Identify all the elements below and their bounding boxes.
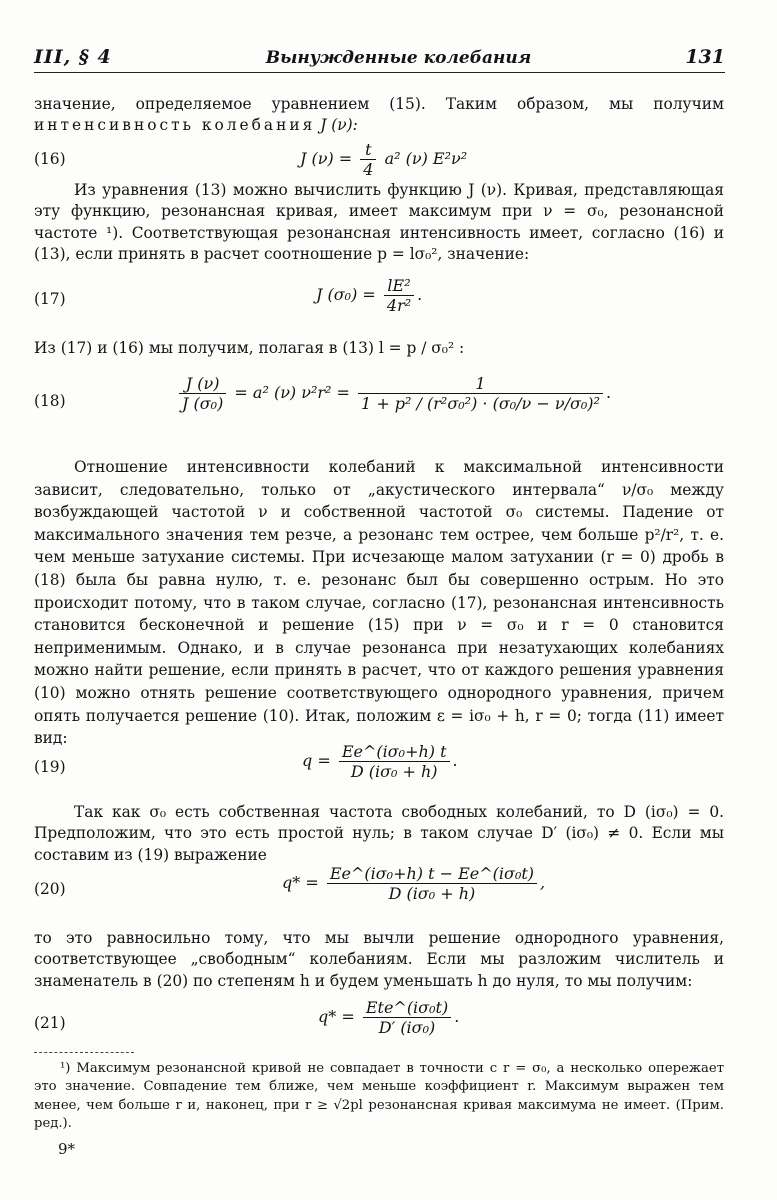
- eq19-num: Ee^(iσ₀+h) t: [341, 742, 447, 761]
- paragraph-6: то это равносильно тому, что мы вычли решение однородного уравнения, соответствующее „свободным“ колебаниям. Если мы разложим числитель и знаменатель в (20) по степеням h и будем уменьшать h до нуля, то мы получим:: [34, 929, 724, 990]
- footnote-rule: [34, 1052, 134, 1053]
- chapter-title: Вынужденные колебания: [265, 48, 532, 68]
- eq20-den: D (iσ₀ + h): [327, 883, 537, 903]
- eq21-num: Ete^(iσ₀t): [365, 998, 449, 1017]
- equation-number-18: (18): [34, 392, 66, 410]
- printer-signature: 9*: [58, 1140, 76, 1158]
- eq19-den: D (iσ₀ + h): [339, 761, 450, 781]
- eq17-fraction: [384, 276, 414, 315]
- equation-19: q = $\frac{\text{Ee\textasciicircum{}(iσ₀+h) t}}{\text{D (iσ₀ + h)}}$ .: [302, 742, 458, 781]
- equation-number-21: (21): [34, 1014, 66, 1032]
- eq21-den: D′ (iσ₀): [363, 1017, 451, 1037]
- eq20-num: Ee^(iσ₀+h) t − Ee^(iσ₀t): [329, 864, 535, 883]
- eq16-lhs: J (ν) =: [300, 149, 353, 168]
- paragraph-1: [34, 94, 724, 137]
- page-number: 131: [685, 46, 725, 68]
- equation-20: q* = $\frac{\text{Ee\textasciicircum{}(iσ₀+h) t − Ee\textasciicircum{}(iσ₀t)}}{\text{D (iσ₀ + h)}}$ ,: [282, 864, 546, 903]
- equation-17: J (σ₀) = $\frac{\text{lE²}}{\text{4r²}}$ .: [316, 276, 423, 315]
- equation-number-17: (17): [34, 290, 66, 308]
- eq16-den: 4: [360, 159, 376, 179]
- eq17-num: lE²: [387, 276, 411, 295]
- paragraph-5: Так как σ₀ есть собственная частота свободных колебаний, то D (iσ₀) = 0. Предположим, что это есть простой нуль; в таком случае D′ (iσ₀) ≠ 0. Если мы составим из (19) выражение: [34, 803, 724, 864]
- eq20-fraction: [327, 864, 537, 903]
- equation-number-20: (20): [34, 880, 66, 898]
- eq17-lhs: J (σ₀) =: [316, 285, 376, 304]
- eq18-mid: = a² (ν) ν²r² =: [234, 383, 350, 402]
- running-header: [34, 46, 725, 73]
- equation-number-19: (19): [34, 758, 66, 776]
- equation-18: $\frac{J (\nu)}{\text{J (σ₀)}}$ = a² (ν) ν²r² = $\frac{1}{\text{1 + p² / (r²σ₀²) · (σ₀/ν − ν/σ₀)²}}$ .: [176, 374, 611, 413]
- eq17-den: 4r²: [384, 295, 414, 315]
- equation-number-16: (16): [34, 150, 66, 168]
- p1-spaced: интенсивность колебания: [34, 116, 316, 135]
- eq18-lhs-den: J (σ₀): [179, 393, 226, 413]
- eq21-lhs: q* =: [318, 1007, 355, 1026]
- eq18-rhs-fraction: [358, 374, 603, 413]
- eq18-rhs-num: 1: [475, 374, 486, 393]
- footnote: ¹) Максимум резонансной кривой не совпадает в точности с r = σ₀, а несколько опережает это значение. Совпадение тем ближе, чем меньше коэффициент r. Максимум выражен тем менее, чем больше r и, наконец, при r ≥ √2pl резонансная кривая максимума не имеет. (Прим. ред.).: [34, 1061, 724, 1132]
- eq18-lhs-num: J (ν): [185, 374, 220, 393]
- eq20-lhs: q* =: [282, 873, 319, 892]
- p1-text-a: значение, определяемое уравнением (15). Таким образом, мы получим: [34, 95, 724, 113]
- paragraph-3: Из (17) и (16) мы получим, полагая в (13) l = p / σ₀² :: [34, 339, 465, 357]
- eq18-rhs-den: 1 + p² / (r²σ₀²) · (σ₀/ν − ν/σ₀)²: [358, 393, 603, 413]
- eq16-fraction: [360, 140, 376, 179]
- eq21-fraction: [363, 998, 451, 1037]
- paragraph-4: Отношение интенсивности колебаний к максимальной интенсивности зависит, следовательно, только от „акустического интервала“ ν/σ₀ между возбуждающей частотой ν и собственной частотой σ₀ системы. Падение от максимального значения тем резче, а резонанс тем острее, чем больше p²/r², т. е. чем меньше затухание системы. При исчезающе малом затухании (r = 0) дробь в (18) была бы равна нулю, т. е. резонанс был бы совершенно острым. Но это происходит потому, что в таком случае, согласно (17), резонансная интенсивность становится бесконечной и решение (15) при ν = σ₀ и r = 0 становится неприменимым. Однако, и в случае резонанса при незатухающих колебаниях можно найти решение, если принять в расчет, что от каждого решения уравнения (10) можно отнять решение соответствующего однородного уравнения, причем опять получается решение (10). Итак, положим ε = iσ₀ + h, r = 0; тогда (11) имеет вид:: [34, 458, 724, 748]
- equation-21: q* = $\frac{\text{Ete\textasciicircum{}(iσ₀t)}}{\text{D′ (iσ₀)}}$ .: [318, 998, 460, 1037]
- paragraph-2: Из уравнения (13) можно вычислить функцию J (ν). Кривая, представляющая эту функцию, резонансная кривая, имеет максимум при ν = σ₀, резонансной частоте ¹). Соответствующая резонансная интенсивность имеет, согласно (16) и (13), если принять в расчет соотношение p = lσ₀², значение:: [34, 181, 724, 264]
- eq16-num: t: [365, 140, 372, 159]
- eq19-fraction: [339, 742, 450, 781]
- section-label: III, § 4: [34, 46, 112, 68]
- eq19-lhs: q =: [302, 751, 331, 770]
- eq18-lhs-fraction: [179, 374, 226, 413]
- equation-16: [300, 140, 467, 179]
- eq16-rhs: a² (ν) E²ν²: [384, 149, 468, 168]
- p1-text-b: J (ν):: [315, 116, 358, 135]
